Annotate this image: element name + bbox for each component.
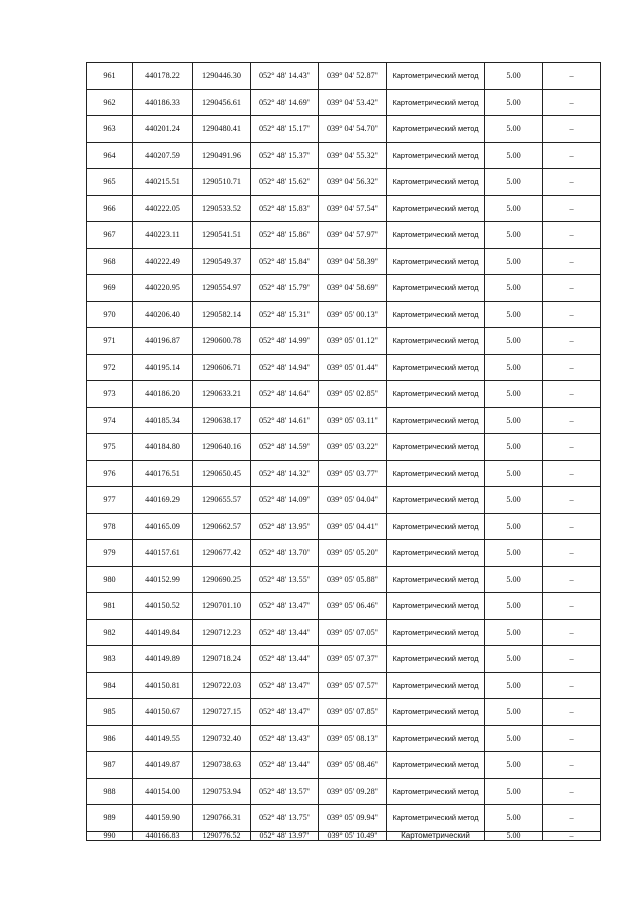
cell-y-coordinate: 1290456.61 [193,89,251,116]
cell-description: – [543,116,601,143]
cell-latitude: 052° 48' 14.43" [251,63,319,90]
cell-y-coordinate: 1290600.78 [193,328,251,355]
cell-x-coordinate: 440149.89 [133,646,193,673]
cell-y-coordinate: 1290766.31 [193,805,251,832]
cell-method: Картометрический метод [387,328,485,355]
cell-accuracy: 5.00 [485,354,543,381]
cell-method: Картометрический метод [387,407,485,434]
cell-description: – [543,778,601,805]
cell-method: Картометрический метод [387,222,485,249]
cell-y-coordinate: 1290662.57 [193,513,251,540]
cell-y-coordinate: 1290633.21 [193,381,251,408]
cell-latitude: 052° 48' 14.94" [251,354,319,381]
cell-latitude: 052° 48' 13.47" [251,699,319,726]
cell-point-number: 977 [87,487,133,514]
cell-y-coordinate: 1290712.23 [193,619,251,646]
cell-x-coordinate: 440152.99 [133,566,193,593]
cell-description: – [543,89,601,116]
cell-latitude: 052° 48' 13.47" [251,593,319,620]
cell-y-coordinate: 1290753.94 [193,778,251,805]
cell-y-coordinate: 1290677.42 [193,540,251,567]
table-row [87,646,601,673]
cell-method: Картометрический метод [387,699,485,726]
table-row [87,805,601,832]
cell-description: – [543,434,601,461]
cell-method: Картометрический метод [387,778,485,805]
cell-method: Картометрический метод [387,752,485,779]
cell-x-coordinate: 440150.67 [133,699,193,726]
cell-x-coordinate: 440157.61 [133,540,193,567]
cell-description: – [543,460,601,487]
cell-y-coordinate: 1290650.45 [193,460,251,487]
cell-x-coordinate: 440150.81 [133,672,193,699]
cell-y-coordinate: 1290549.37 [193,248,251,275]
coordinates-table-body [87,63,601,841]
cell-point-number: 965 [87,169,133,196]
cell-point-number: 968 [87,248,133,275]
cell-description: – [543,805,601,832]
cell-x-coordinate: 440222.05 [133,195,193,222]
cell-description: – [543,142,601,169]
cell-method: Картометрический метод [387,566,485,593]
cell-description: – [543,619,601,646]
cell-y-coordinate: 1290606.71 [193,354,251,381]
cell-method: Картометрический метод [387,195,485,222]
cell-latitude: 052° 48' 14.99" [251,328,319,355]
cell-description: – [543,566,601,593]
cell-method: Картометрический метод [387,593,485,620]
cell-latitude: 052° 48' 13.97" [251,831,319,840]
cell-method: Картометрический метод [387,460,485,487]
table-row [87,407,601,434]
cell-latitude: 052° 48' 13.95" [251,513,319,540]
cell-longitude: 039° 05' 02.85" [319,381,387,408]
cell-accuracy: 5.00 [485,513,543,540]
cell-y-coordinate: 1290480.41 [193,116,251,143]
cell-accuracy: 5.00 [485,434,543,461]
cell-x-coordinate: 440185.34 [133,407,193,434]
table-row [87,248,601,275]
cell-longitude: 039° 05' 03.77" [319,460,387,487]
cell-latitude: 052° 48' 15.62" [251,169,319,196]
cell-longitude: 039° 05' 07.05" [319,619,387,646]
cell-accuracy: 5.00 [485,619,543,646]
cell-x-coordinate: 440149.87 [133,752,193,779]
cell-description: – [543,672,601,699]
cell-x-coordinate: 440154.00 [133,778,193,805]
cell-x-coordinate: 440222.49 [133,248,193,275]
cell-x-coordinate: 440178.22 [133,63,193,90]
cell-longitude: 039° 05' 10.49" [319,831,387,840]
cell-method: Картометрический метод [387,805,485,832]
cell-accuracy: 5.00 [485,142,543,169]
cell-point-number: 962 [87,89,133,116]
cell-accuracy: 5.00 [485,752,543,779]
cell-method: Картометрический метод [387,619,485,646]
cell-longitude: 039° 05' 07.37" [319,646,387,673]
cell-longitude: 039° 04' 52.87" [319,63,387,90]
cell-x-coordinate: 440201.24 [133,116,193,143]
cell-description: – [543,831,601,840]
cell-longitude: 039° 05' 08.13" [319,725,387,752]
cell-longitude: 039° 05' 01.44" [319,354,387,381]
cell-longitude: 039° 05' 07.57" [319,672,387,699]
cell-longitude: 039° 04' 57.54" [319,195,387,222]
cell-point-number: 971 [87,328,133,355]
cell-longitude: 039° 04' 58.69" [319,275,387,302]
table-row [87,619,601,646]
cell-method: Картометрический метод [387,169,485,196]
cell-method: Картометрический метод [387,540,485,567]
cell-x-coordinate: 440196.87 [133,328,193,355]
cell-point-number: 967 [87,222,133,249]
cell-point-number: 975 [87,434,133,461]
cell-method: Картометрический метод [387,116,485,143]
cell-description: – [543,513,601,540]
coordinates-table [86,62,601,841]
cell-latitude: 052° 48' 14.09" [251,487,319,514]
cell-latitude: 052° 48' 13.75" [251,805,319,832]
cell-point-number: 961 [87,63,133,90]
cell-description: – [543,752,601,779]
cell-longitude: 039° 04' 57.97" [319,222,387,249]
table-row [87,116,601,143]
cell-latitude: 052° 48' 14.64" [251,381,319,408]
cell-point-number: 984 [87,672,133,699]
table-row [87,778,601,805]
cell-latitude: 052° 48' 14.59" [251,434,319,461]
cell-description: – [543,354,601,381]
cell-accuracy: 5.00 [485,646,543,673]
cell-latitude: 052° 48' 15.83" [251,195,319,222]
cell-longitude: 039° 05' 06.46" [319,593,387,620]
table-row [87,593,601,620]
cell-accuracy: 5.00 [485,540,543,567]
cell-longitude: 039° 04' 58.39" [319,248,387,275]
table-row [87,699,601,726]
cell-accuracy: 5.00 [485,831,543,840]
cell-description: – [543,699,601,726]
cell-method: Картометрический метод [387,381,485,408]
cell-x-coordinate: 440206.40 [133,301,193,328]
cell-description: – [543,487,601,514]
table-row [87,195,601,222]
cell-longitude: 039° 05' 01.12" [319,328,387,355]
cell-x-coordinate: 440150.52 [133,593,193,620]
table-row [87,301,601,328]
cell-description: – [543,275,601,302]
cell-method: Картометрический метод [387,301,485,328]
cell-accuracy: 5.00 [485,487,543,514]
cell-latitude: 052° 48' 13.55" [251,566,319,593]
table-row [87,487,601,514]
cell-latitude: 052° 48' 15.86" [251,222,319,249]
cell-point-number: 964 [87,142,133,169]
cell-accuracy: 5.00 [485,381,543,408]
cell-method: Картометрический метод [387,513,485,540]
cell-description: – [543,381,601,408]
cell-latitude: 052° 48' 13.44" [251,752,319,779]
cell-accuracy: 5.00 [485,593,543,620]
cell-accuracy: 5.00 [485,460,543,487]
cell-accuracy: 5.00 [485,169,543,196]
cell-point-number: 966 [87,195,133,222]
table-row [87,169,601,196]
cell-x-coordinate: 440186.20 [133,381,193,408]
table-row [87,381,601,408]
cell-accuracy: 5.00 [485,672,543,699]
cell-longitude: 039° 05' 04.41" [319,513,387,540]
cell-point-number: 980 [87,566,133,593]
cell-method: Картометрический метод [387,672,485,699]
cell-y-coordinate: 1290655.57 [193,487,251,514]
cell-accuracy: 5.00 [485,725,543,752]
cell-y-coordinate: 1290732.40 [193,725,251,752]
cell-point-number: 981 [87,593,133,620]
cell-longitude: 039° 04' 55.32" [319,142,387,169]
cell-point-number: 989 [87,805,133,832]
cell-longitude: 039° 04' 53.42" [319,89,387,116]
cell-longitude: 039° 05' 09.94" [319,805,387,832]
cell-latitude: 052° 48' 15.84" [251,248,319,275]
cell-accuracy: 5.00 [485,248,543,275]
cell-x-coordinate: 440223.11 [133,222,193,249]
cell-accuracy: 5.00 [485,407,543,434]
cell-method: Картометрический метод [387,646,485,673]
cell-y-coordinate: 1290701.10 [193,593,251,620]
cell-x-coordinate: 440149.84 [133,619,193,646]
cell-x-coordinate: 440220.95 [133,275,193,302]
cell-longitude: 039° 05' 05.20" [319,540,387,567]
cell-latitude: 052° 48' 15.17" [251,116,319,143]
table-row [87,672,601,699]
cell-point-number: 970 [87,301,133,328]
table-row [87,831,601,840]
cell-longitude: 039° 05' 04.04" [319,487,387,514]
cell-latitude: 052° 48' 13.43" [251,725,319,752]
cell-x-coordinate: 440207.59 [133,142,193,169]
cell-longitude: 039° 05' 03.11" [319,407,387,434]
cell-y-coordinate: 1290582.14 [193,301,251,328]
table-row [87,566,601,593]
cell-y-coordinate: 1290727.15 [193,699,251,726]
cell-accuracy: 5.00 [485,301,543,328]
cell-method: Картометрический метод [387,248,485,275]
cell-description: – [543,725,601,752]
cell-y-coordinate: 1290722.03 [193,672,251,699]
cell-x-coordinate: 440184.80 [133,434,193,461]
cell-latitude: 052° 48' 13.70" [251,540,319,567]
cell-point-number: 988 [87,778,133,805]
cell-x-coordinate: 440215.51 [133,169,193,196]
cell-accuracy: 5.00 [485,63,543,90]
cell-point-number: 990 [87,831,133,840]
cell-method: Картометрический метод [387,275,485,302]
table-row [87,328,601,355]
table-row [87,434,601,461]
cell-method: Картометрический метод [387,63,485,90]
cell-y-coordinate: 1290510.71 [193,169,251,196]
table-row [87,460,601,487]
cell-latitude: 052° 48' 13.44" [251,646,319,673]
cell-latitude: 052° 48' 14.61" [251,407,319,434]
cell-longitude: 039° 05' 07.85" [319,699,387,726]
cell-description: – [543,540,601,567]
cell-point-number: 979 [87,540,133,567]
cell-point-number: 987 [87,752,133,779]
cell-y-coordinate: 1290533.52 [193,195,251,222]
cell-x-coordinate: 440165.09 [133,513,193,540]
cell-description: – [543,407,601,434]
cell-accuracy: 5.00 [485,195,543,222]
cell-point-number: 983 [87,646,133,673]
table-row [87,89,601,116]
cell-latitude: 052° 48' 13.44" [251,619,319,646]
cell-point-number: 985 [87,699,133,726]
cell-description: – [543,222,601,249]
cell-point-number: 963 [87,116,133,143]
cell-point-number: 973 [87,381,133,408]
cell-latitude: 052° 48' 14.32" [251,460,319,487]
cell-method: Картометрический метод [387,487,485,514]
cell-x-coordinate: 440159.90 [133,805,193,832]
cell-accuracy: 5.00 [485,89,543,116]
cell-y-coordinate: 1290690.25 [193,566,251,593]
cell-x-coordinate: 440166.83 [133,831,193,840]
cell-description: – [543,593,601,620]
cell-x-coordinate: 440195.14 [133,354,193,381]
table-row [87,725,601,752]
cell-accuracy: 5.00 [485,222,543,249]
cell-description: – [543,63,601,90]
cell-point-number: 972 [87,354,133,381]
cell-y-coordinate: 1290640.16 [193,434,251,461]
cell-y-coordinate: 1290491.96 [193,142,251,169]
table-row [87,540,601,567]
cell-longitude: 039° 04' 54.70" [319,116,387,143]
cell-longitude: 039° 05' 05.88" [319,566,387,593]
cell-latitude: 052° 48' 13.57" [251,778,319,805]
cell-point-number: 976 [87,460,133,487]
cell-accuracy: 5.00 [485,699,543,726]
table-row [87,142,601,169]
cell-latitude: 052° 48' 13.47" [251,672,319,699]
table-row [87,354,601,381]
cell-method: Картометрический [387,831,485,840]
cell-latitude: 052° 48' 14.69" [251,89,319,116]
cell-accuracy: 5.00 [485,566,543,593]
cell-accuracy: 5.00 [485,275,543,302]
cell-y-coordinate: 1290738.63 [193,752,251,779]
cell-longitude: 039° 04' 56.32" [319,169,387,196]
cell-point-number: 978 [87,513,133,540]
cell-y-coordinate: 1290776.52 [193,831,251,840]
cell-x-coordinate: 440149.55 [133,725,193,752]
table-row [87,222,601,249]
cell-point-number: 969 [87,275,133,302]
cell-description: – [543,328,601,355]
cell-description: – [543,301,601,328]
table-row [87,275,601,302]
cell-longitude: 039° 05' 08.46" [319,752,387,779]
cell-point-number: 982 [87,619,133,646]
cell-longitude: 039° 05' 09.28" [319,778,387,805]
cell-x-coordinate: 440186.33 [133,89,193,116]
cell-accuracy: 5.00 [485,116,543,143]
table-row [87,513,601,540]
table-row [87,63,601,90]
cell-latitude: 052° 48' 15.37" [251,142,319,169]
cell-y-coordinate: 1290718.24 [193,646,251,673]
cell-description: – [543,646,601,673]
cell-accuracy: 5.00 [485,328,543,355]
cell-description: – [543,169,601,196]
cell-description: – [543,248,601,275]
cell-latitude: 052° 48' 15.31" [251,301,319,328]
cell-description: – [543,195,601,222]
cell-method: Картометрический метод [387,89,485,116]
cell-accuracy: 5.00 [485,805,543,832]
cell-method: Картометрический метод [387,725,485,752]
cell-longitude: 039° 05' 03.22" [319,434,387,461]
cell-y-coordinate: 1290554.97 [193,275,251,302]
cell-x-coordinate: 440176.51 [133,460,193,487]
cell-method: Картометрический метод [387,354,485,381]
cell-point-number: 974 [87,407,133,434]
cell-y-coordinate: 1290446.30 [193,63,251,90]
cell-method: Картометрический метод [387,434,485,461]
cell-latitude: 052° 48' 15.79" [251,275,319,302]
cell-longitude: 039° 05' 00.13" [319,301,387,328]
cell-y-coordinate: 1290541.51 [193,222,251,249]
table-row [87,752,601,779]
cell-method: Картометрический метод [387,142,485,169]
cell-y-coordinate: 1290638.17 [193,407,251,434]
cell-point-number: 986 [87,725,133,752]
cell-x-coordinate: 440169.29 [133,487,193,514]
cell-accuracy: 5.00 [485,778,543,805]
